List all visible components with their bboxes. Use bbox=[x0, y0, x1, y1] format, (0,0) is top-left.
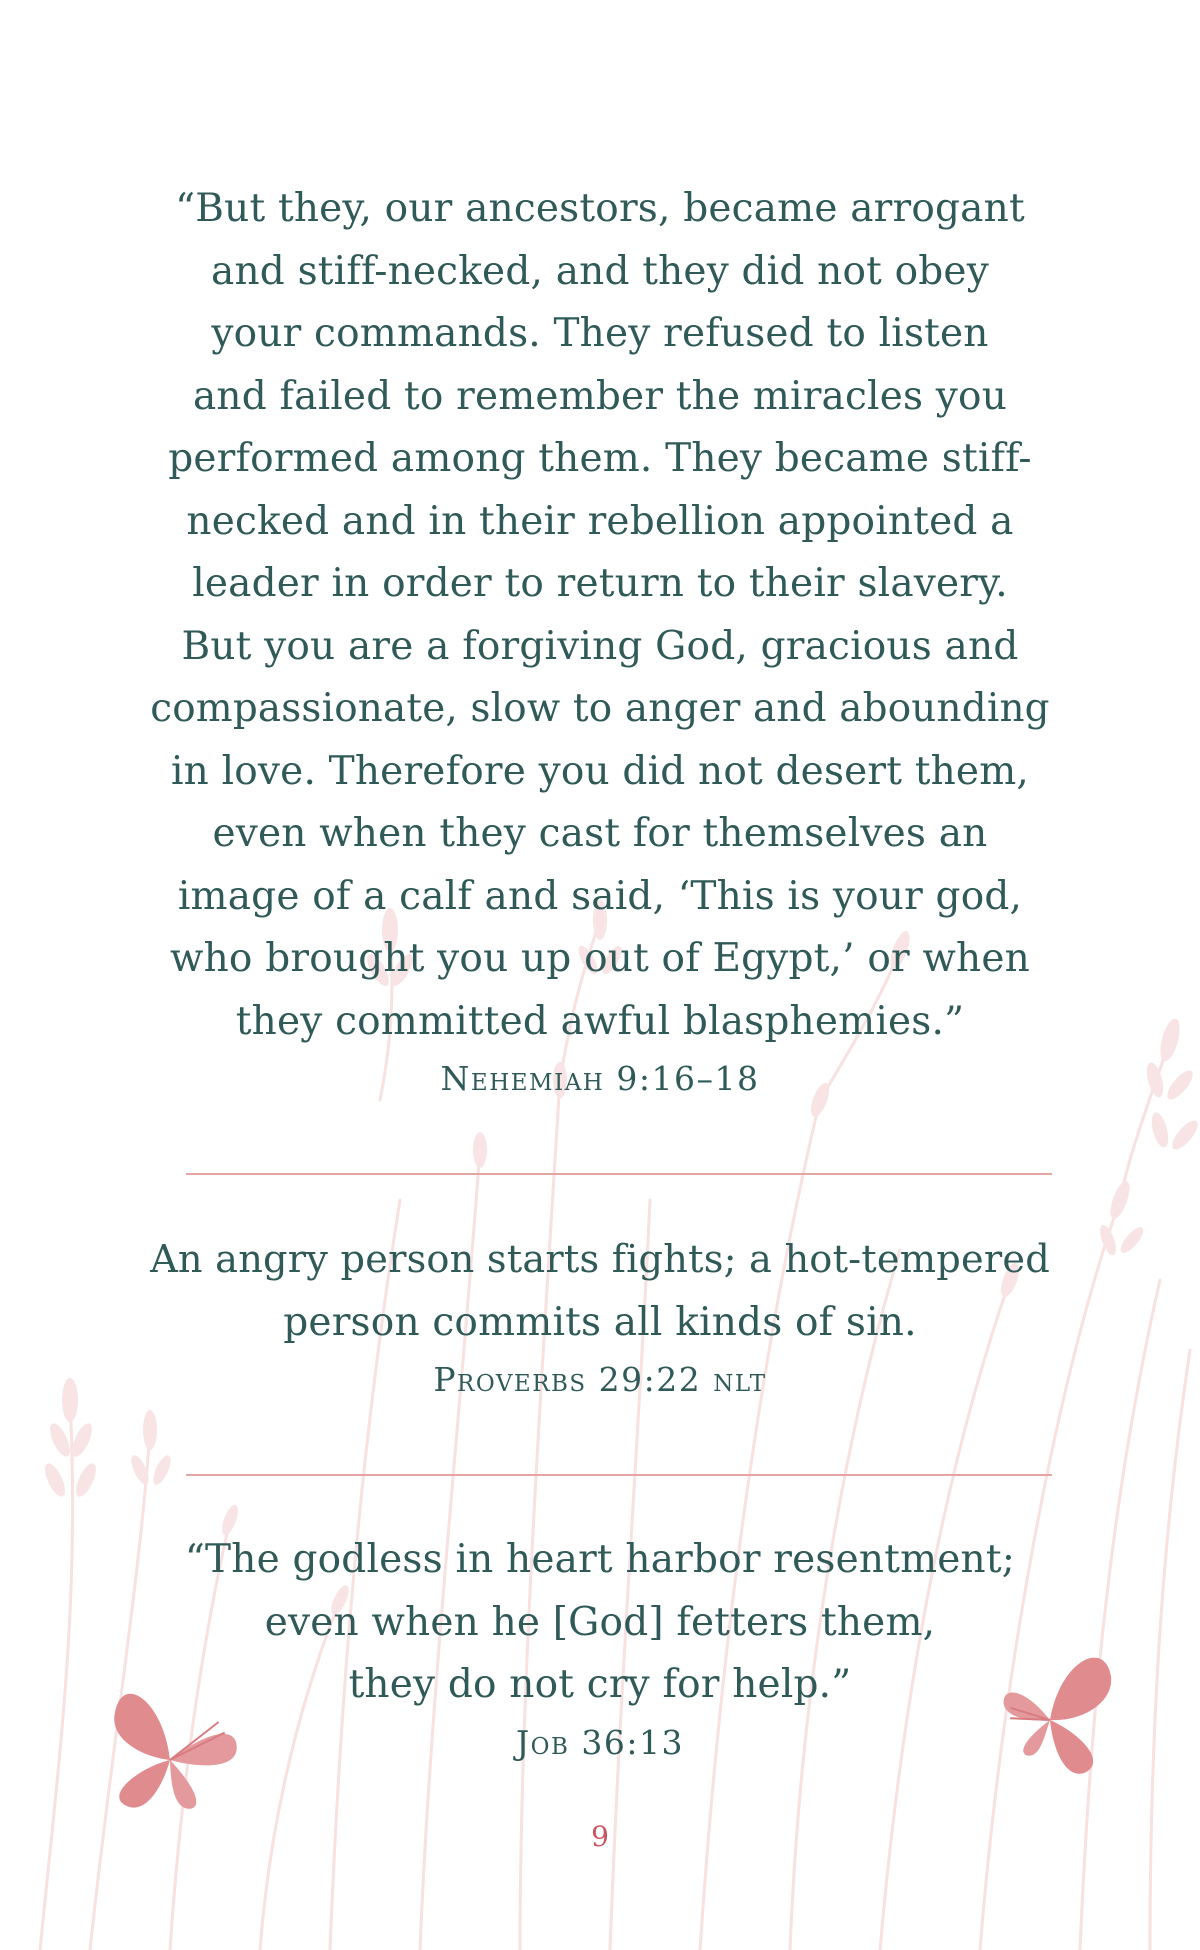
passage-job bbox=[150, 1529, 1050, 1762]
verse-line: person commits all kinds of sin. bbox=[283, 1299, 917, 1345]
verse-line: even when they cast for themselves an bbox=[212, 811, 988, 856]
verse-reference: Job 36:13 bbox=[515, 1722, 685, 1762]
verse-reference: Nehemiah 9:16–18 bbox=[440, 1059, 760, 1098]
verse-line: they committed awful blasphemies.” bbox=[235, 998, 965, 1044]
verse-line: But you are a forgiving God, gracious and bbox=[181, 623, 1019, 669]
verse-line: who brought you up out of Egypt,’ or when bbox=[170, 936, 1030, 981]
passage-nehemiah bbox=[150, 178, 1050, 1098]
verse-reference: Proverbs 29:22 nlt bbox=[433, 1360, 767, 1399]
divider-rule bbox=[186, 1474, 1052, 1476]
verse-line: and stiff-necked, and they did not obey bbox=[211, 248, 989, 294]
verse-line: leader in order to return to their slavery. bbox=[192, 561, 1008, 606]
verse-line: image of a calf and said, ‘This is your god, bbox=[177, 873, 1023, 919]
verse-text bbox=[150, 1529, 1050, 1717]
verse-line: performed among them. They became stiff- bbox=[168, 436, 1032, 481]
verse-text bbox=[150, 178, 1050, 1053]
verse-line: in love. Therefore you did not desert them, bbox=[170, 748, 1029, 794]
verse-line: “But they, our ancestors, became arrogant bbox=[175, 186, 1025, 231]
verse-line: “The godless in heart harbor resentment; bbox=[184, 1537, 1016, 1582]
verse-line: compassionate, slow to anger and abounding bbox=[150, 686, 1050, 731]
page-number: 9 bbox=[591, 1820, 609, 1853]
verse-line: even when he [God] fetters them, bbox=[264, 1599, 936, 1645]
verse-line: necked and in their rebellion appointed a bbox=[186, 498, 1014, 544]
verse-line: and failed to remember the miracles you bbox=[192, 373, 1008, 419]
verse-text bbox=[150, 1229, 1050, 1354]
verse-line: your commands. They refused to listen bbox=[211, 311, 989, 356]
verse-line: An angry person starts fights; a hot-tempered bbox=[150, 1237, 1050, 1282]
divider-rule bbox=[186, 1173, 1052, 1175]
passage-proverbs bbox=[150, 1229, 1050, 1399]
verse-line: they do not cry for help.” bbox=[348, 1662, 852, 1707]
